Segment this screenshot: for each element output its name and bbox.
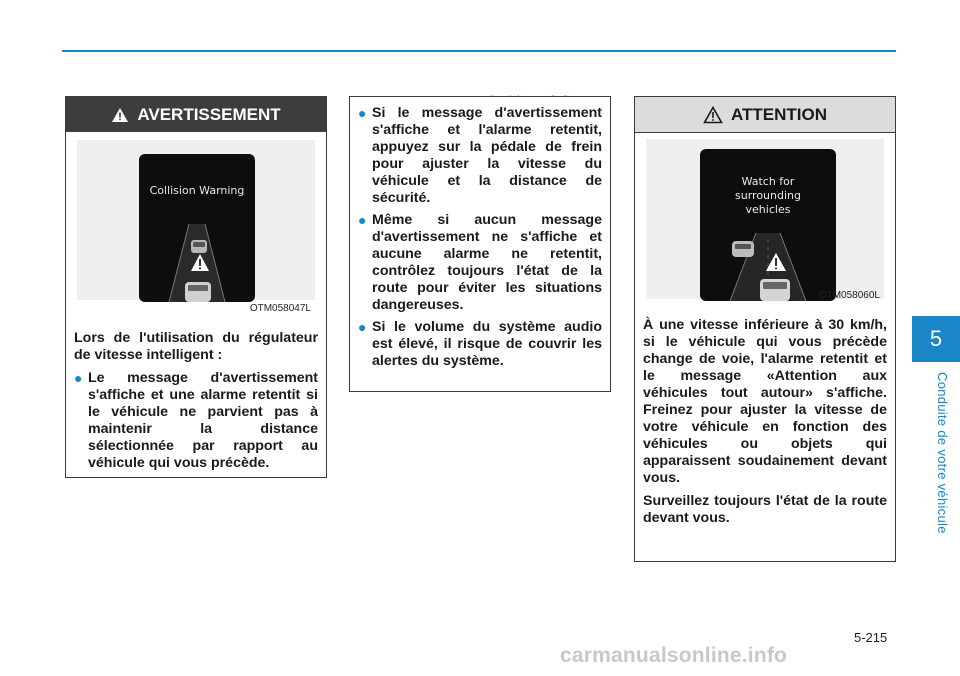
attention-paragraph: Surveillez toujours l'état de la route devant vous. (643, 493, 887, 526)
cluster-screen (700, 149, 836, 301)
caution-triangle-icon (703, 106, 723, 124)
screen-message-line-1: Watch for (741, 175, 795, 188)
bullet-icon: ● (358, 212, 367, 228)
watermark-bottom: carmanualsonline.info (560, 644, 788, 667)
attention-box (634, 96, 896, 562)
screen-message: Collision Warning (149, 184, 245, 197)
warning-continued-box (349, 96, 611, 392)
surrounding-vehicles-graphic (700, 149, 836, 301)
attention-figure (646, 139, 884, 299)
chapter-title: Conduite de votre véhicule (935, 372, 950, 534)
list-item: ● Si le message d'avertissement s'affiche et l'alarme retentit, appuyez sur la pédale de frein pour ajuster la vitesse du véhicule et la distance de sécurité. (358, 105, 602, 206)
warning-bullets (74, 370, 318, 472)
warning-triangle-icon (111, 107, 129, 123)
warning-box (65, 96, 327, 478)
warning-header (66, 97, 326, 132)
screen-message-line-3: vehicles (745, 203, 791, 216)
attention-body (643, 317, 887, 527)
bullet-icon: ● (358, 319, 367, 335)
cluster-screen (139, 154, 255, 302)
warning-intro: Lors de l'utilisation du régulateur de vitesse intelligent : (74, 330, 318, 363)
screen-message-line-2: surrounding (735, 189, 801, 202)
list-item: ● Le message d'avertissement s'affiche et une alarme retentit si le véhicule ne parvient pas à maintenir la distance sélectionnée par rapport au véhicule qui vous précède. (74, 370, 318, 471)
bullet-icon: ● (74, 370, 83, 386)
list-item: ● Même si aucun message d'avertissement ne s'affiche et aucune alarme ne retentit, contrôlez toujours l'état de la route pour éviter les situations dangereuses. (358, 212, 602, 313)
header-rule (62, 50, 896, 52)
warning-body (74, 330, 318, 472)
chapter-number-tab: 5 (912, 316, 960, 362)
bullet-icon: ● (358, 105, 367, 121)
page-number: 5-215 (854, 630, 888, 645)
continued-bullets (358, 105, 602, 370)
figure-code: OTM058047L (249, 303, 311, 314)
warning-title: AVERTISSEMENT (137, 104, 281, 124)
list-item: ● Si le volume du système audio est élevé, il risque de couvrir les alertes du système. (358, 319, 602, 369)
attention-title: ATTENTION (730, 104, 827, 124)
figure-code: OTM058060L (818, 290, 880, 301)
attention-paragraph: À une vitesse inférieure à 30 km/h, si le véhicule qui vous précède change de voie, l'alarme retentit et le message «Attention aux véhicules tout autour» s'affiche. Freinez pour ajuster la vitesse de votre véhicule en fonction des véhicules ou objets qui apparaissent soudainement devant vous. (643, 317, 887, 486)
attention-header (635, 97, 895, 133)
warning-figure (77, 140, 315, 314)
collision-graphic (139, 154, 255, 302)
